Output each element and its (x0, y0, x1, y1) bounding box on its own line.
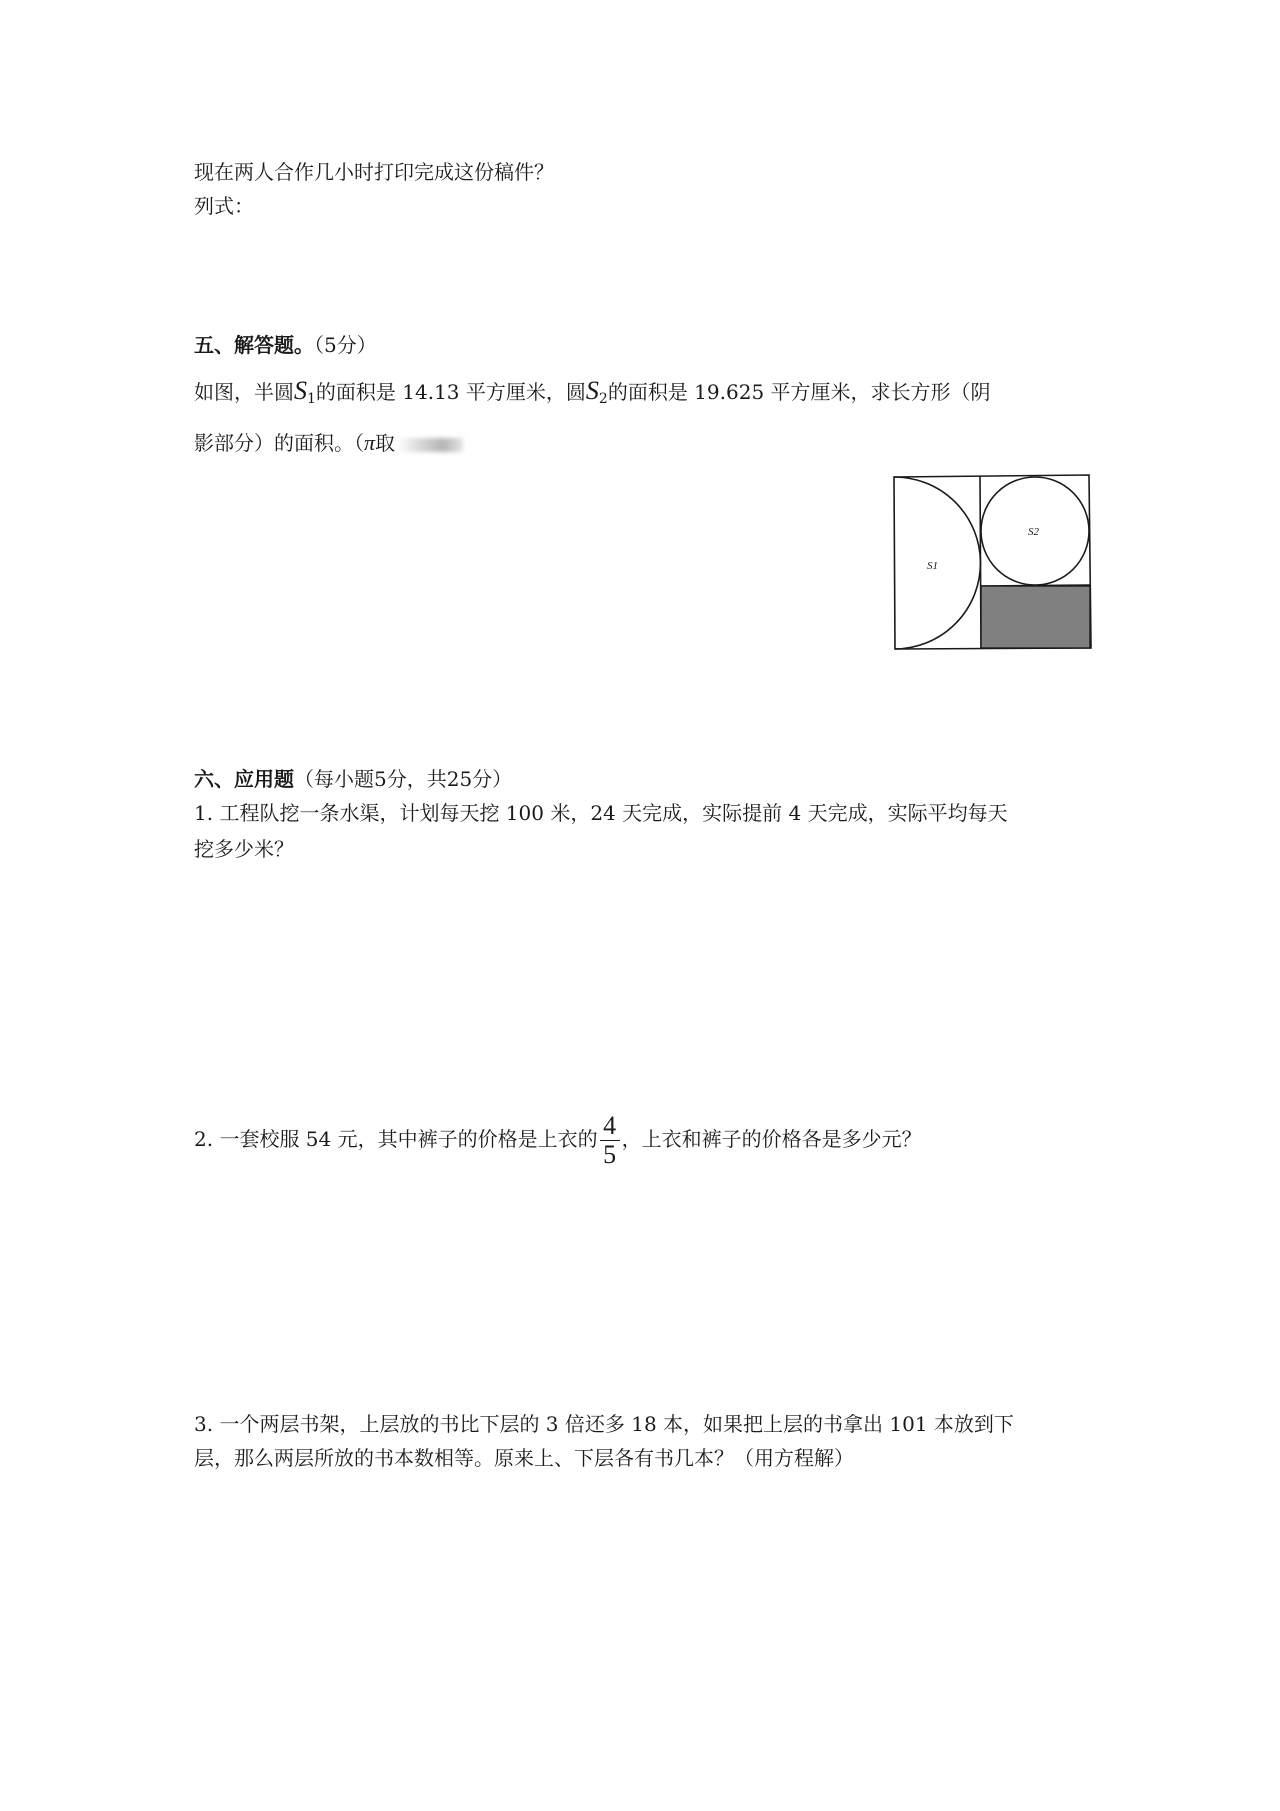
redacted-value (397, 438, 463, 452)
section6-heading: 六、应用题 (194, 767, 294, 791)
pi-symbol: π (364, 430, 376, 455)
label-s2: S2 (1028, 526, 1039, 538)
q1-line1: 1. 工程队挖一条水渠，计划每天挖 100 米，24 天完成，实际提前 4 天完成，实际平均每天 (194, 801, 1008, 825)
shaded-rectangle (981, 586, 1090, 648)
section5-problem-line2 (194, 428, 463, 458)
problem-text-a: 如图，半圆 (194, 380, 294, 404)
q3-line2: 层，那么两层所放的书本数相等。原来上、下层各有书几本？（用方程解） (194, 1446, 854, 1470)
formula-label: 列式： (194, 194, 254, 218)
q2-line (194, 1112, 922, 1169)
problem-text-b: 的面积是 14.13 平方厘米，圆 (315, 380, 586, 404)
problem-text-c: 的面积是 19.625 平方厘米，求长方形（阴 (607, 380, 991, 404)
fraction-denominator: 5 (603, 1140, 617, 1169)
s2-subscript: 2 (598, 391, 608, 407)
q2-before: 2. 一套校服 54 元，其中裤子的价格是上衣的 (194, 1127, 598, 1151)
section5-points: （5分） (314, 333, 377, 357)
q2-after: ，上衣和裤子的价格各是多少元？ (621, 1127, 922, 1151)
geometry-figure (893, 474, 1093, 654)
pi-text: 取 (375, 431, 396, 455)
s2-symbol: S (585, 376, 599, 405)
section5-heading: 五、解答题。 (194, 333, 314, 357)
fraction-4-5 (600, 1112, 620, 1169)
section6-points: （每小题5分，共25分） (294, 767, 513, 791)
problem-line2-text: 影部分）的面积。（ (194, 431, 364, 455)
s1-subscript: 1 (307, 391, 316, 407)
s1-symbol: S (294, 376, 307, 405)
q1-line2: 挖多少米？ (194, 837, 294, 861)
section6-title (194, 764, 512, 794)
label-s1: S1 (927, 560, 938, 572)
section5-problem-line1 (194, 376, 991, 414)
q3-line1: 3. 一个两层书架，上层放的书比下层的 3 倍还多 18 本，如果把上层的书拿出 101 本放到下 (194, 1412, 1014, 1436)
prev-question-line: 现在两人合作几小时打印完成这份稿件？ (194, 160, 554, 184)
fraction-numerator: 4 (603, 1111, 617, 1140)
section5-title (194, 330, 377, 360)
